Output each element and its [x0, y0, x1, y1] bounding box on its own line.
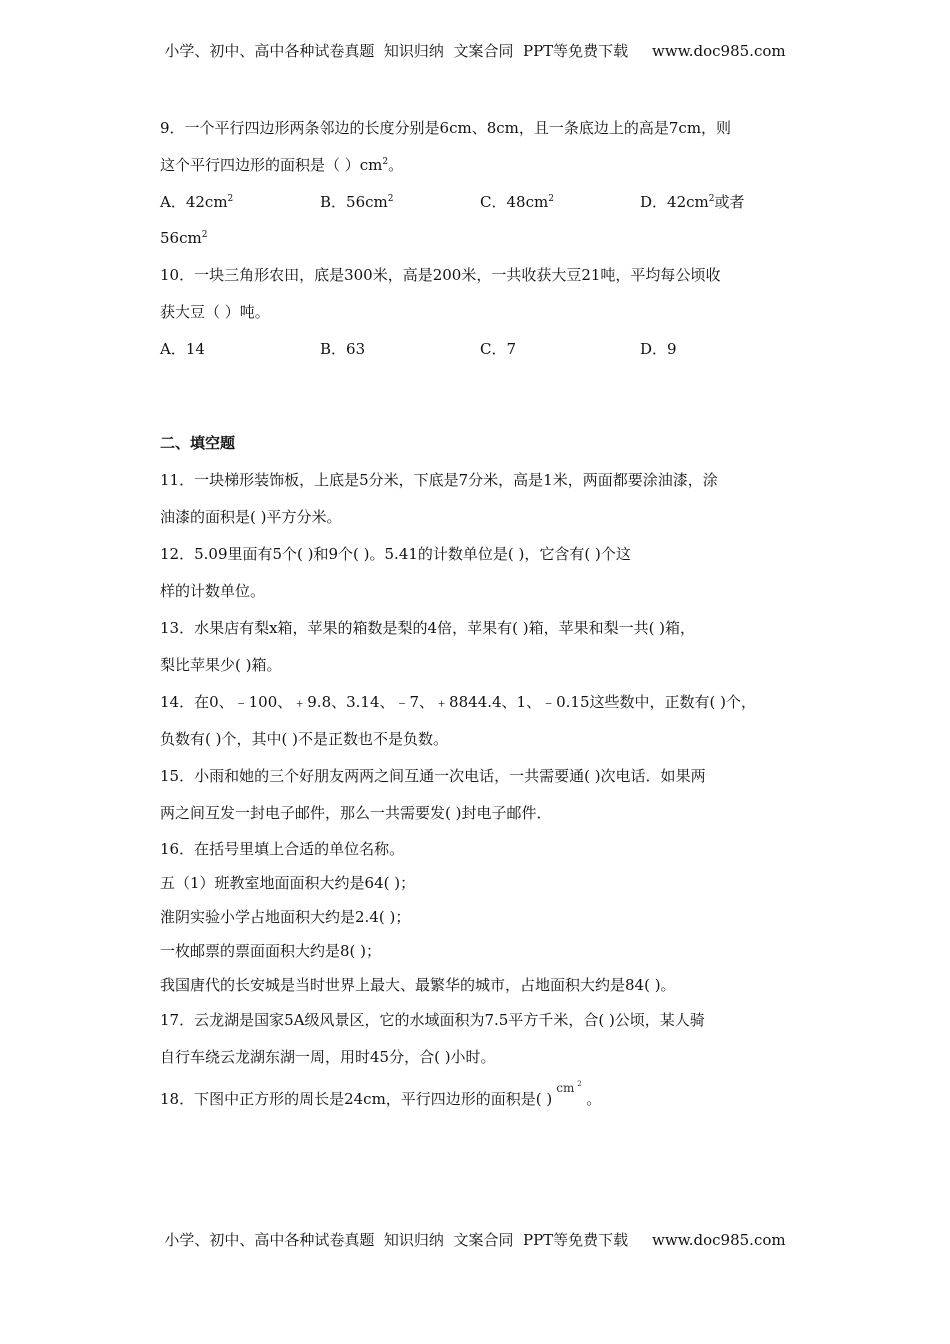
q10-option-c[interactable]: C．7 [480, 340, 517, 358]
q16-line5: 我国唐代的长安城是当时世界上最大、最繁华的城市，占地面积大约是84( )。 [160, 976, 676, 994]
q10-option-a[interactable]: A．14 [160, 340, 205, 358]
q10-line1: 10．一块三角形农田，底是300米，高是200米，一共收获大豆21吨，平均每公顷收 [160, 266, 721, 284]
q14-line1: 14．在0、﹣100、﹢9.8、3.14、﹣7、﹢8844.4、1、﹣0.15这些数中，正数有( )个， [160, 693, 756, 711]
q9-options [160, 184, 800, 220]
q13-line2: 梨比苹果少( )箱。 [160, 656, 282, 674]
q10-option-d[interactable]: D．9 [640, 340, 677, 358]
page-footer: 小学、初中、高中各种试卷真题 知识归纳 文案合同 PPT等免费下载 www.doc985.com [164, 1231, 786, 1249]
q10-options [160, 331, 800, 367]
q14-line2: 负数有( )个，其中( )不是正数也不是负数。 [160, 730, 448, 748]
q9-option-a[interactable]: A．$42cm^2$ [160, 193, 234, 211]
q10-line2: 获大豆（ ）吨。 [160, 303, 270, 321]
exam-content [160, 110, 800, 1113]
q17-line1: 17．云龙湖是国家5A级风景区，它的水域面积为7.5平方千米，合( )公顷，某人骑 [160, 1011, 705, 1029]
q16-line1: 16．在括号里填上合适的单位名称。 [160, 840, 405, 858]
q18-line1: 18．下图中正方形的周长是24cm，平行四边形的面积是( ) cm 2 。 [160, 1076, 800, 1113]
q12-line1: 12．5.09里面有5个( )和9个( )。5.41的计数单位是( )，它含有( )个这 [160, 545, 631, 563]
cm2-unit-image: cm 2 [556, 1080, 582, 1095]
q15-line1: 15．小雨和她的三个好朋友两两之间互通一次电话，一共需要通( )次电话．如果两 [160, 767, 706, 785]
q9-line2: 这个平行四边形的面积是（ ）$cm^2$。 [160, 156, 404, 174]
q10-option-b[interactable]: B．63 [320, 340, 366, 358]
q11-line1: 11．一块梯形装饰板，上底是5分米，下底是7分米，高是1米，两面都要涂油漆，涂 [160, 471, 718, 489]
q16-line4: 一枚邮票的票面面积大约是8( )； [160, 942, 382, 960]
page-header: 小学、初中、高中各种试卷真题 知识归纳 文案合同 PPT等免费下载 www.doc985.com [164, 42, 786, 60]
q9-option-b[interactable]: B．$56cm^2$ [320, 193, 394, 211]
q9-option-d[interactable]: D．$42cm^2$或者 [640, 193, 745, 211]
q12-line2: 样的计数单位。 [160, 582, 266, 600]
q9-option-c[interactable]: C．$48cm^2$ [480, 193, 554, 211]
section-title-fill-in: 二、填空题 [160, 434, 236, 452]
q9-option-d-continued: $56cm^2$ [160, 229, 208, 247]
q13-line1: 13．水果店有梨x箱，苹果的箱数是梨的4倍，苹果有( )箱，苹果和梨一共( )箱， [160, 619, 696, 637]
q11-line2: 油漆的面积是( )平方分米。 [160, 508, 342, 526]
q17-line2: 自行车绕云龙湖东湖一周，用时45分，合( )小时。 [160, 1048, 496, 1066]
q15-line2: 两之间互发一封电子邮件，那么一共需要发( )封电子邮件． [160, 804, 552, 822]
section-gap [160, 367, 800, 425]
q16-line2: 五（1）班教室地面面积大约是64( )； [160, 874, 416, 892]
q16-line3: 淮阴实验小学占地面积大约是2.4( )； [160, 908, 411, 926]
q9-line1: 9．一个平行四边形两条邻边的长度分别是6cm、8cm，且一条底边上的高是7cm，则 [160, 119, 732, 137]
